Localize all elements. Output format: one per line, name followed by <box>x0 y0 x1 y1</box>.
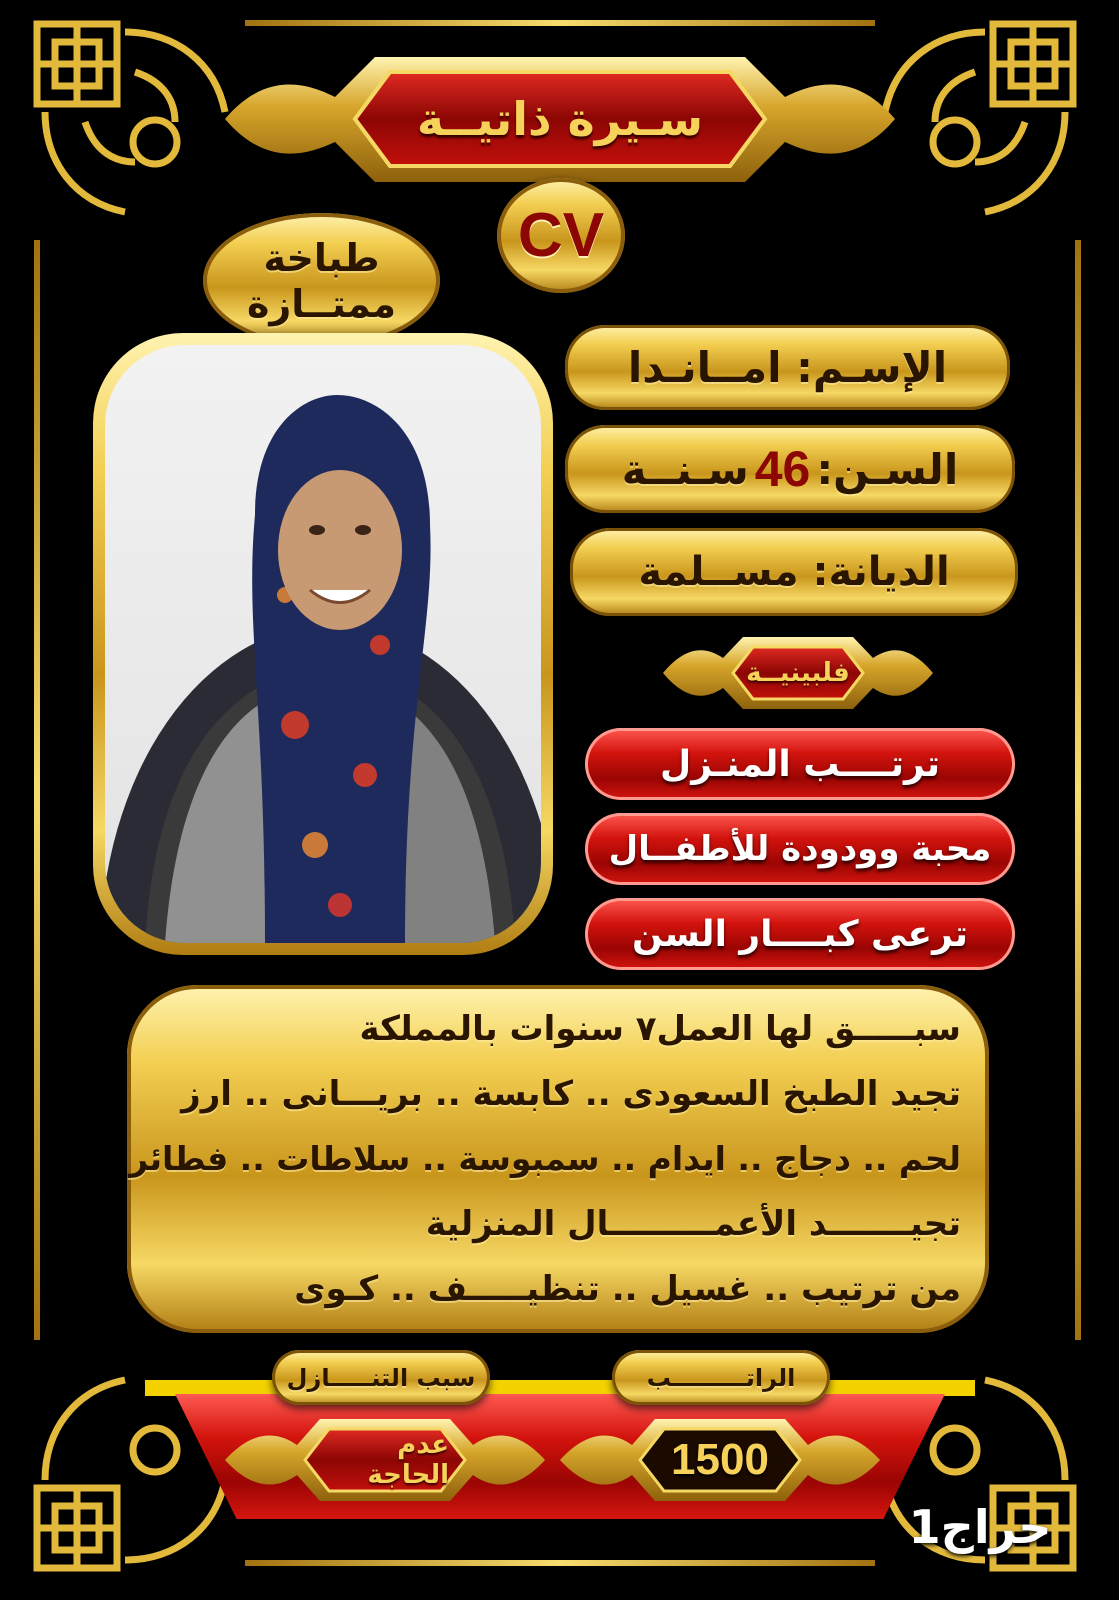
cook-badge <box>203 213 440 348</box>
experience-line-3: لحم .. دجاج .. ايدام .. سمبوسة .. سلاطات .. فطائر <box>129 1139 961 1178</box>
frame-bottom-line <box>245 1560 875 1566</box>
corner-ornament-top-left <box>25 12 240 227</box>
experience-line-4: تجيـــــــد الأعمـــــــــال المنزلية <box>425 1204 961 1244</box>
skill-pill-3 <box>585 898 1015 970</box>
cv-badge <box>497 178 625 293</box>
profile-photo <box>105 345 541 943</box>
age-unit: سـنــة <box>621 444 749 494</box>
reason-label-pill <box>272 1350 490 1405</box>
footer-yellow-strip <box>145 1380 975 1396</box>
title-banner <box>225 52 895 187</box>
photo-frame <box>93 333 553 955</box>
reason-label-text: سبب التنـــــازل <box>286 1363 476 1392</box>
reason-value-text: عدم الحاجة <box>367 1430 449 1490</box>
salary-value-text: 1500 <box>671 1435 769 1484</box>
age-pill <box>565 425 1015 513</box>
nationality-banner <box>663 633 933 713</box>
salary-label-text: الراتـــــــــب <box>646 1363 796 1392</box>
skill-pill-2 <box>585 813 1015 885</box>
age-label: السـن: <box>816 444 959 494</box>
religion-text: الديانة: مســلمة <box>638 549 950 595</box>
salary-label-pill <box>612 1350 830 1405</box>
cook-badge-line1: طباخة <box>263 235 380 280</box>
age-value: 46 <box>754 441 811 497</box>
title-text: سـيرة ذاتيــة <box>416 92 704 146</box>
name-pill <box>565 325 1010 410</box>
experience-line-5: من ترتيب .. غسيل .. تنظيـــــف .. كـوى <box>294 1269 961 1309</box>
corner-ornament-top-right <box>870 12 1085 227</box>
experience-line-1: سبـــــق لها العمل٧ سنوات بالمملكة <box>359 1009 961 1049</box>
cv-badge-text: CV <box>517 201 605 270</box>
experience-line-2: تجيد الطبخ السعودى .. كابسة .. بريـــانى .. ارز <box>181 1074 961 1114</box>
name-text: الإسـم: امــانـدا <box>627 343 948 392</box>
frame-left-line <box>34 240 40 1340</box>
watermark-text: حراج1 <box>908 1500 1052 1554</box>
skill-text-3: ترعى كبــــار السن <box>632 913 968 955</box>
skill-text-2: محبة وودودة للأطفــال <box>608 829 992 869</box>
nationality-text: فلبينيــة <box>746 658 850 688</box>
religion-pill <box>570 528 1018 616</box>
skill-text-1: ترتــــب المنـزل <box>660 743 940 785</box>
cook-badge-line2: ممتــازة <box>246 281 397 326</box>
reason-value-banner <box>225 1415 545 1505</box>
frame-top-line <box>245 20 875 26</box>
salary-value-banner <box>560 1415 880 1505</box>
person-illustration <box>105 345 541 943</box>
frame-right-line <box>1075 240 1081 1340</box>
skill-pill-1 <box>585 728 1015 800</box>
experience-panel <box>127 985 989 1333</box>
